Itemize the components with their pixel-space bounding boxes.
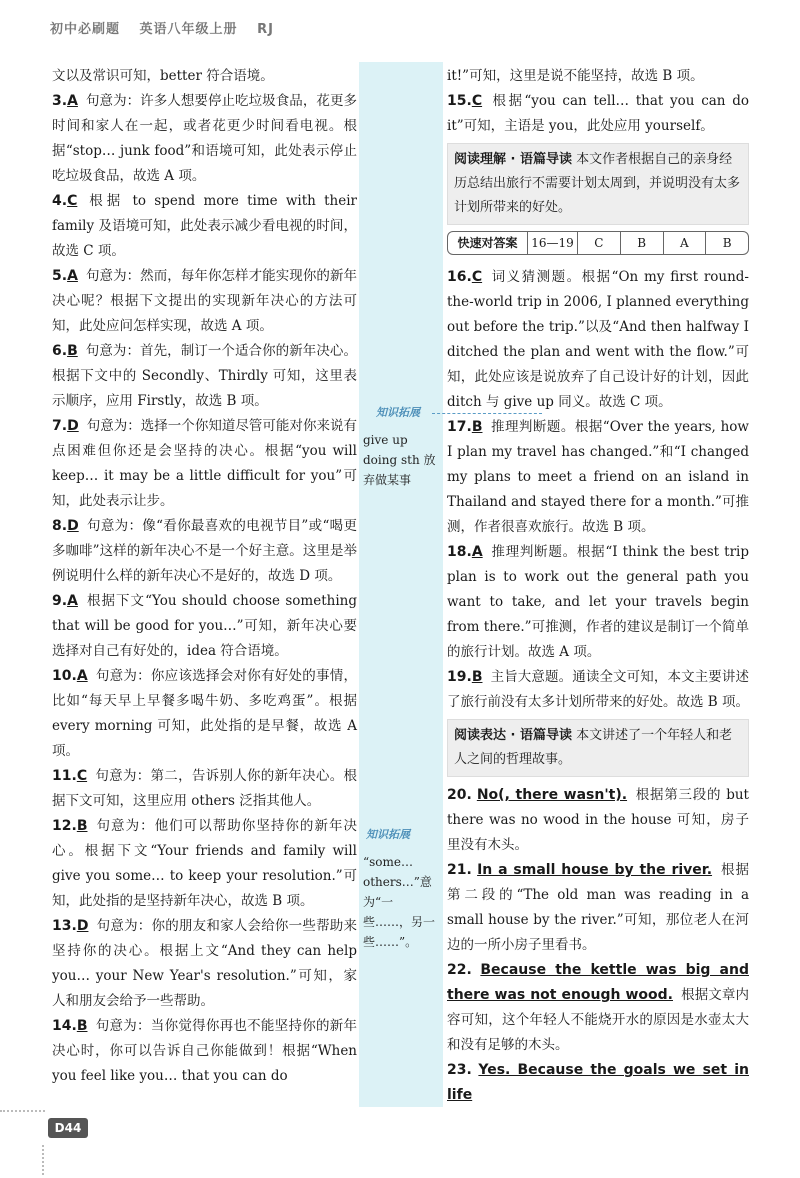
- answer-item: 7.D 句意为：选择一个你知道尽管可能对你来说有点困难但你还是会坚持的决心。根据“you will keep… it may be a little difficult for you”可知，此处表示让步。: [52, 418, 357, 509]
- page-edge-dots: [0, 1110, 45, 1112]
- quick-answer-cell: B: [722, 236, 732, 250]
- answer-item: 6.B 句意为：首先，制订一个适合你的新年决心。根据下文中的 Secondly、Thirdly 可知，这里表示顺序，应用 Firstly，故选 B 项。: [52, 343, 357, 409]
- answer-item: 23. Yes. Because the goals we set in life: [447, 1062, 749, 1103]
- running-header: [50, 18, 288, 40]
- guide-text: 本文作者根据自己的亲身经历总结出旅行不需要计划太周到，并说明没有太多计划所带来的好处。: [454, 152, 741, 215]
- guide-title: 阅读表达 · 语篇导读: [454, 728, 572, 743]
- lead-text: 文以及常识可知，better 符合语境。: [52, 68, 274, 84]
- page-number: D44: [48, 1118, 88, 1138]
- answer-item: 16.C 词义猜测题。根据“On my first round-the-world trip in 2006, I planned everything out before the trip.”以及“And then halfway I ditched the plan and went with the flow.”可知，此处应该是说放弃了自己设计好的计划，因此 ditch 与 give up 同义。故选 C 项。: [447, 269, 749, 410]
- right-column: [447, 64, 749, 1108]
- left-column: [52, 64, 357, 1089]
- book-name: 英语八年级上册: [139, 22, 238, 37]
- quick-answer-cell: B: [621, 232, 664, 254]
- answer-item: 21. In a small house by the river. 根据第二段的“The old man was reading in a small house by the river.”可知，那位老人在河边的一所小房子里看书。: [447, 862, 750, 953]
- answer-item: 19.B 主旨大意题。通读全文可知，本文主要讲述了旅行前没有太多计划所带来的好处。故选 B 项。: [447, 669, 750, 710]
- answer-item: 13.D 句意为：你的朋友和家人会给你一些帮助来坚持你的决心。根据上文“And they can help you… your New Year's resolution.”可知，家人和朋友会给予一些帮助。: [52, 918, 357, 1009]
- quick-answer-table: [447, 231, 749, 255]
- answer-item: 3.A 句意为：许多人想要停止吃垃圾食品，花更多时间和家人在一起，或者花更少时间看电视。根据“stop… junk food”和语境可知，此处表示停止吃垃圾食品，故选 A 项。: [52, 93, 357, 184]
- answer-item: 22. Because the kettle was big and there was not enough wood. 根据文章内容可知，这个年轻人不能烧开水的原因是水壶太大和没有足够的木头。: [447, 962, 750, 1053]
- answer-item: 10.A 句意为：你应该选择会对你有好处的事情，比如“每天早上早餐多喝牛奶、多吃鸡蛋”。根据 every morning 可知，此处指的是早餐，故选 A 项。: [52, 668, 357, 759]
- knowledge-note-tag: 知识拓展: [376, 406, 420, 419]
- page-edge-dots: [42, 1145, 44, 1175]
- answer-item: 11.C 句意为：第二，告诉别人你的新年决心。根据下文可知，这里应用 others 泛指其他人。: [52, 768, 357, 809]
- knowledge-note-text: “some… others…”意为“一些……，另一些……”。: [363, 855, 436, 949]
- guide-title: 阅读理解 · 语篇导读: [454, 152, 572, 167]
- expression-guide-box: [447, 719, 749, 777]
- quick-answer-range: 16—19: [528, 232, 578, 254]
- guide-text: 本文讲述了一个年轻人和老人之间的哲理故事。: [454, 728, 733, 767]
- knowledge-note-text: give up doing sth 放弃做某事: [363, 433, 436, 487]
- quick-answer-cell: C: [578, 232, 621, 254]
- quick-answer-label: 快速对答案: [448, 232, 528, 254]
- answer-item: 9.A 根据下文“You should choose something that will be good for you…”可知，新年决心要选择对自己有好处的，idea 符合语境。: [52, 593, 357, 659]
- answer-item: 14.B 句意为：当你觉得你再也不能坚持你的新年决心时，你可以告诉自己你能做到！根据“When you feel like you… that you can do: [52, 1018, 357, 1084]
- quick-answer-cell: A: [664, 232, 707, 254]
- answer-item: 18.A 推理判断题。根据“I think the best trip plan is to work out the general path you want to take, and let your travels begin from there.”可推测，作者的建议是制订一个简单的旅行计划。故选 A 项。: [447, 544, 749, 660]
- lead-text: it!”可知，这里是说不能坚持，故选 B 项。: [447, 68, 704, 84]
- series-name: 初中必刷题: [50, 22, 121, 37]
- answer-item: 8.D 句意为：像“看你最喜欢的电视节目”或“喝更多咖啡”这样的新年决心不是一个好主意。这里是举例说明什么样的新年决心不是好的，故选 D 项。: [52, 518, 357, 584]
- answer-item: 15.C 根据“you can tell… that you can do it”可知，主语是 you，此处应用 yourself。: [447, 93, 749, 134]
- answer-item: 5.A 句意为：然而，每年你怎样才能实现你的新年决心呢？根据下文提出的实现新年决心的方法可知，此处应问怎样实现，故选 A 项。: [52, 268, 357, 334]
- reading-guide-box: [447, 143, 749, 225]
- edition: RJ: [257, 22, 274, 37]
- answer-item: 17.B 推理判断题。根据“Over the years, how I plan my travel has changed.”和“I changed my plans to meet a friend on an island in Thailand and stayed there for a month.”可推测，作者很喜欢旅行。故选 B 项。: [447, 419, 749, 535]
- answer-item: 12.B 句意为：他们可以帮助你坚持你的新年决心。根据下文“Your friends and family will give you some… to keep your resolution.”可知，此处指的是坚持新年决心，故选 B 项。: [52, 818, 357, 909]
- knowledge-note-tag: 知识拓展: [366, 828, 410, 841]
- answer-item: 4.C 根据 to spend more time with their family 及语境可知，此处表示减少看电视的时间，故选 C 项。: [52, 193, 357, 259]
- answer-item: 20. No(, there wasn't). 根据第三段的 but there was no wood in the house 可知，房子里没有木头。: [447, 787, 749, 853]
